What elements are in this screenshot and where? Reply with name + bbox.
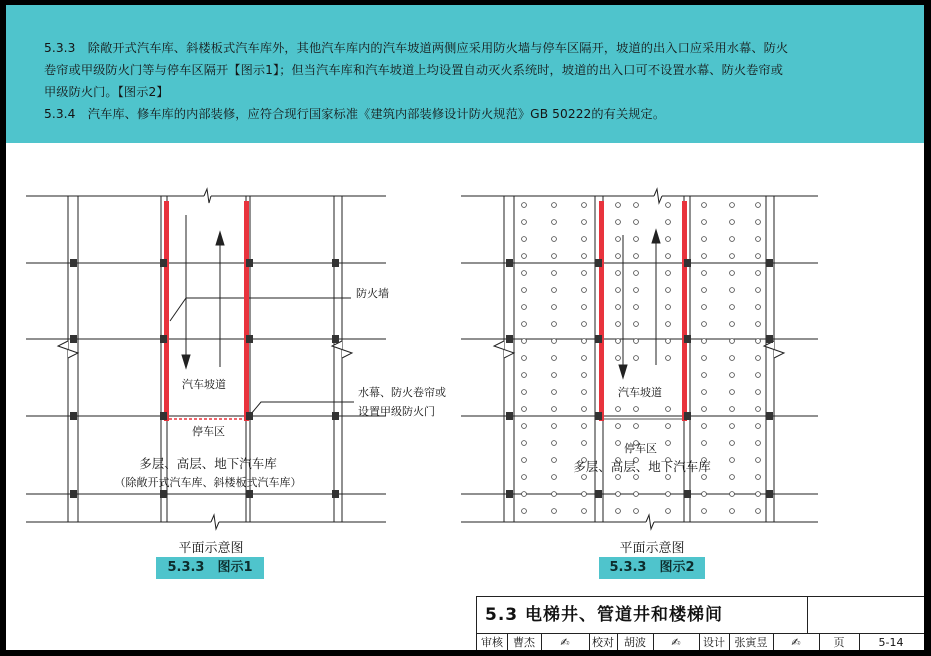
sprinkler-head bbox=[756, 203, 761, 208]
sprinkler-head bbox=[756, 237, 761, 242]
sprinkler-head bbox=[730, 373, 735, 378]
sprinkler-head bbox=[634, 356, 639, 361]
sprinkler-head bbox=[756, 254, 761, 259]
sprinkler-head bbox=[702, 305, 707, 310]
sprinkler-head bbox=[522, 322, 527, 327]
sprinkler-head bbox=[702, 492, 707, 497]
sprinkler-head bbox=[702, 407, 707, 412]
sprinkler-head bbox=[666, 220, 671, 225]
garage-note-1: （除敞开式汽车库、斜楼板式汽车库） bbox=[114, 476, 302, 489]
title-block-atlas-box bbox=[807, 597, 924, 633]
sprinkler-head bbox=[756, 492, 761, 497]
sprinkler-head bbox=[552, 254, 557, 259]
ramp-label-1: 汽车坡道 bbox=[182, 378, 226, 391]
sprinkler-head bbox=[552, 492, 557, 497]
sprinkler-head bbox=[756, 220, 761, 225]
sprinkler-head bbox=[522, 339, 527, 344]
sprinkler-head bbox=[756, 288, 761, 293]
sprinkler-head bbox=[702, 254, 707, 259]
sprinkler-head bbox=[666, 322, 671, 327]
page-label: 页 bbox=[819, 634, 860, 650]
sprinkler-head bbox=[702, 203, 707, 208]
sprinkler-head bbox=[582, 373, 587, 378]
sprinkler-head bbox=[730, 322, 735, 327]
sprinkler-head bbox=[582, 271, 587, 276]
sprinkler-head bbox=[616, 407, 621, 412]
sprinkler-head bbox=[582, 475, 587, 480]
sprinkler-head bbox=[730, 458, 735, 463]
sprinkler-head bbox=[522, 237, 527, 242]
sprinkler-head bbox=[756, 458, 761, 463]
designer-signature: ✍ bbox=[773, 634, 820, 650]
sprinkler-head bbox=[730, 339, 735, 344]
sprinkler-head bbox=[756, 322, 761, 327]
sprinkler-head bbox=[756, 339, 761, 344]
sprinkler-head bbox=[666, 424, 671, 429]
sprinkler-head bbox=[616, 254, 621, 259]
sprinkler-head bbox=[634, 475, 639, 480]
sprinkler-head bbox=[756, 356, 761, 361]
sprinkler-head bbox=[552, 339, 557, 344]
sprinkler-head bbox=[522, 271, 527, 276]
designer-name: 张寅昱 bbox=[729, 634, 774, 650]
sprinkler-head bbox=[634, 322, 639, 327]
sprinkler-head bbox=[666, 475, 671, 480]
sprinkler-head bbox=[552, 458, 557, 463]
sprinkler-head bbox=[616, 509, 621, 514]
sprinkler-head bbox=[522, 305, 527, 310]
sprinkler-head bbox=[552, 305, 557, 310]
garage-label-1: 多层、高层、地下汽车库 bbox=[139, 456, 277, 471]
sprinkler-head bbox=[634, 305, 639, 310]
sprinkler-head bbox=[702, 373, 707, 378]
sprinkler-head bbox=[730, 203, 735, 208]
reviewer-label: 审核 bbox=[477, 634, 508, 650]
sprinkler-head bbox=[730, 475, 735, 480]
sprinkler-head bbox=[616, 492, 621, 497]
figure-1-caption: 平面示意图 bbox=[178, 541, 244, 556]
sprinkler-head bbox=[666, 407, 671, 412]
sprinkler-head bbox=[552, 288, 557, 293]
sprinkler-head bbox=[702, 271, 707, 276]
sprinkler-head bbox=[582, 407, 587, 412]
sprinkler-head bbox=[582, 509, 587, 514]
sprinkler-head bbox=[522, 424, 527, 429]
sprinkler-head bbox=[552, 424, 557, 429]
sprinkler-head bbox=[552, 220, 557, 225]
sprinkler-head bbox=[522, 373, 527, 378]
sprinkler-head bbox=[522, 288, 527, 293]
checker-signature: ✍ bbox=[653, 634, 700, 650]
sprinkler-head bbox=[616, 322, 621, 327]
sprinkler-head bbox=[522, 407, 527, 412]
sprinkler-head bbox=[522, 475, 527, 480]
sprinkler-head bbox=[522, 390, 527, 395]
sprinkler-head bbox=[756, 271, 761, 276]
sprinkler-head bbox=[756, 407, 761, 412]
sprinkler-head bbox=[552, 203, 557, 208]
sprinkler-head bbox=[522, 220, 527, 225]
clause-5-3-4: 5.3.4 汽车库、修车库的内部装修，应符合现行国家标准《建筑内部装修设计防火规范》GB 50222的有关规定。 bbox=[44, 107, 666, 121]
sprinkler-head bbox=[552, 271, 557, 276]
sprinkler-head bbox=[634, 254, 639, 259]
sprinkler-head bbox=[552, 237, 557, 242]
sprinkler-head bbox=[582, 322, 587, 327]
sprinkler-head bbox=[756, 475, 761, 480]
sprinkler-head bbox=[634, 407, 639, 412]
sprinkler-head bbox=[730, 390, 735, 395]
sprinkler-head bbox=[730, 492, 735, 497]
sprinkler-head bbox=[582, 424, 587, 429]
sprinkler-head bbox=[666, 305, 671, 310]
sprinkler-head bbox=[730, 288, 735, 293]
sprinkler-head bbox=[552, 509, 557, 514]
sprinkler-head bbox=[666, 509, 671, 514]
firewall-label: 防火墙 bbox=[356, 287, 389, 300]
sprinkler-head bbox=[552, 390, 557, 395]
sprinkler-head bbox=[634, 237, 639, 242]
sprinkler-head bbox=[582, 390, 587, 395]
garage-label-2: 多层、高层、地下汽车库 bbox=[573, 459, 711, 474]
sprinkler-head bbox=[730, 220, 735, 225]
sprinkler-head bbox=[582, 305, 587, 310]
sprinkler-head bbox=[552, 407, 557, 412]
sprinkler-head bbox=[756, 373, 761, 378]
sprinkler-head bbox=[582, 441, 587, 446]
sprinkler-head bbox=[702, 441, 707, 446]
sprinkler-head bbox=[666, 356, 671, 361]
sprinkler-head bbox=[634, 339, 639, 344]
sprinkler-head bbox=[730, 424, 735, 429]
checker-label: 校对 bbox=[589, 634, 618, 650]
sprinkler-head bbox=[666, 203, 671, 208]
sprinkler-head bbox=[616, 237, 621, 242]
figure-1-badge: 5.3.3 图示1 bbox=[156, 557, 264, 579]
sprinkler-head bbox=[582, 356, 587, 361]
figure-2-plan bbox=[6, 5, 924, 650]
sprinkler-head bbox=[702, 220, 707, 225]
sprinkler-head bbox=[702, 322, 707, 327]
sprinkler-head bbox=[702, 509, 707, 514]
reviewer-name: 曹杰 bbox=[507, 634, 542, 650]
sprinkler-head bbox=[730, 271, 735, 276]
sprinkler-head bbox=[582, 203, 587, 208]
parking-label-2: 停车区 bbox=[624, 442, 657, 455]
sprinkler-head bbox=[634, 492, 639, 497]
title-block bbox=[476, 596, 924, 650]
sprinkler-head bbox=[582, 254, 587, 259]
sprinkler-head bbox=[552, 356, 557, 361]
sprinkler-head bbox=[522, 509, 527, 514]
sprinkler-head bbox=[756, 305, 761, 310]
sprinkler-head bbox=[730, 254, 735, 259]
parking-label-1: 停车区 bbox=[192, 425, 225, 438]
designer-label: 设计 bbox=[699, 634, 730, 650]
sprinkler-head bbox=[634, 424, 639, 429]
water-curtain-label-1: 水幕、防火卷帘或 bbox=[358, 386, 446, 399]
sprinkler-head bbox=[702, 237, 707, 242]
sprinkler-head bbox=[702, 390, 707, 395]
sprinkler-head bbox=[552, 475, 557, 480]
sprinkler-head bbox=[702, 288, 707, 293]
sprinkler-head bbox=[522, 492, 527, 497]
sprinkler-head bbox=[552, 441, 557, 446]
sprinkler-head bbox=[582, 339, 587, 344]
checker-name: 胡波 bbox=[617, 634, 654, 650]
sprinkler-head bbox=[702, 339, 707, 344]
sprinkler-head bbox=[552, 322, 557, 327]
ramp-label-2: 汽车坡道 bbox=[618, 386, 662, 399]
sprinkler-head bbox=[522, 441, 527, 446]
sprinkler-head bbox=[582, 237, 587, 242]
sprinkler-head bbox=[756, 441, 761, 446]
title-block-title: 5.3 电梯井、管道井和楼梯间 bbox=[485, 605, 724, 625]
sprinkler-head bbox=[634, 509, 639, 514]
sprinkler-head bbox=[730, 509, 735, 514]
sprinkler-head bbox=[702, 356, 707, 361]
sprinkler-head bbox=[616, 271, 621, 276]
sprinkler-head bbox=[552, 373, 557, 378]
sprinkler-head bbox=[616, 424, 621, 429]
clause-5-3-3-line2: 卷帘或甲级防火门等与停车区隔开【图示1】；但当汽车库和汽车坡道上均设置自动灭火系统时，坡道的出入口可不设置水幕、防火卷帘或 bbox=[44, 63, 784, 77]
sprinkler-head bbox=[616, 220, 621, 225]
sprinkler-head bbox=[522, 356, 527, 361]
sprinkler-head bbox=[616, 356, 621, 361]
sprinkler-head bbox=[616, 339, 621, 344]
sprinkler-head bbox=[756, 390, 761, 395]
sprinkler-head bbox=[730, 305, 735, 310]
sprinkler-head bbox=[666, 271, 671, 276]
title-block-signature-row bbox=[477, 633, 924, 650]
sprinkler-head bbox=[666, 237, 671, 242]
sprinkler-head bbox=[616, 475, 621, 480]
sprinkler-head bbox=[756, 424, 761, 429]
sprinkler-head bbox=[702, 475, 707, 480]
sprinkler-head bbox=[582, 492, 587, 497]
sprinkler-head bbox=[634, 220, 639, 225]
reviewer-signature: ✍ bbox=[541, 634, 590, 650]
sprinkler-head bbox=[616, 441, 621, 446]
page-number: 5-14 bbox=[878, 636, 904, 649]
sprinkler-head bbox=[730, 441, 735, 446]
sprinkler-head bbox=[522, 458, 527, 463]
sprinkler-head bbox=[666, 288, 671, 293]
sprinkler-head bbox=[634, 203, 639, 208]
figure-2-caption: 平面示意图 bbox=[619, 541, 685, 556]
sprinkler-head bbox=[666, 339, 671, 344]
sprinkler-head bbox=[582, 220, 587, 225]
sprinkler-head bbox=[702, 424, 707, 429]
sprinkler-head bbox=[616, 203, 621, 208]
water-curtain-label-2: 设置甲级防火门 bbox=[358, 405, 435, 418]
sprinkler-head bbox=[730, 407, 735, 412]
sprinkler-head bbox=[616, 305, 621, 310]
clause-5-3-3-line3: 甲级防火门。【图示2】 bbox=[44, 85, 169, 99]
sprinkler-head bbox=[666, 441, 671, 446]
sprinkler-head bbox=[634, 271, 639, 276]
sprinkler-head bbox=[634, 288, 639, 293]
sprinkler-head bbox=[666, 492, 671, 497]
sprinkler-head bbox=[616, 288, 621, 293]
sprinkler-head bbox=[730, 237, 735, 242]
sprinkler-head bbox=[756, 509, 761, 514]
sprinkler-head bbox=[582, 288, 587, 293]
figure-2-badge: 5.3.3 图示2 bbox=[599, 557, 705, 579]
sprinkler-head bbox=[666, 254, 671, 259]
sprinkler-head bbox=[522, 254, 527, 259]
clause-5-3-3-line1: 5.3.3 除敞开式汽车库、斜楼板式汽车库外，其他汽车库内的汽车坡道两侧应采用防火墙与停车区隔开，坡道的出入口应采用水幕、防火 bbox=[44, 41, 789, 55]
sprinkler-head bbox=[522, 203, 527, 208]
sprinkler-head bbox=[730, 356, 735, 361]
drawing-sheet bbox=[6, 5, 924, 650]
